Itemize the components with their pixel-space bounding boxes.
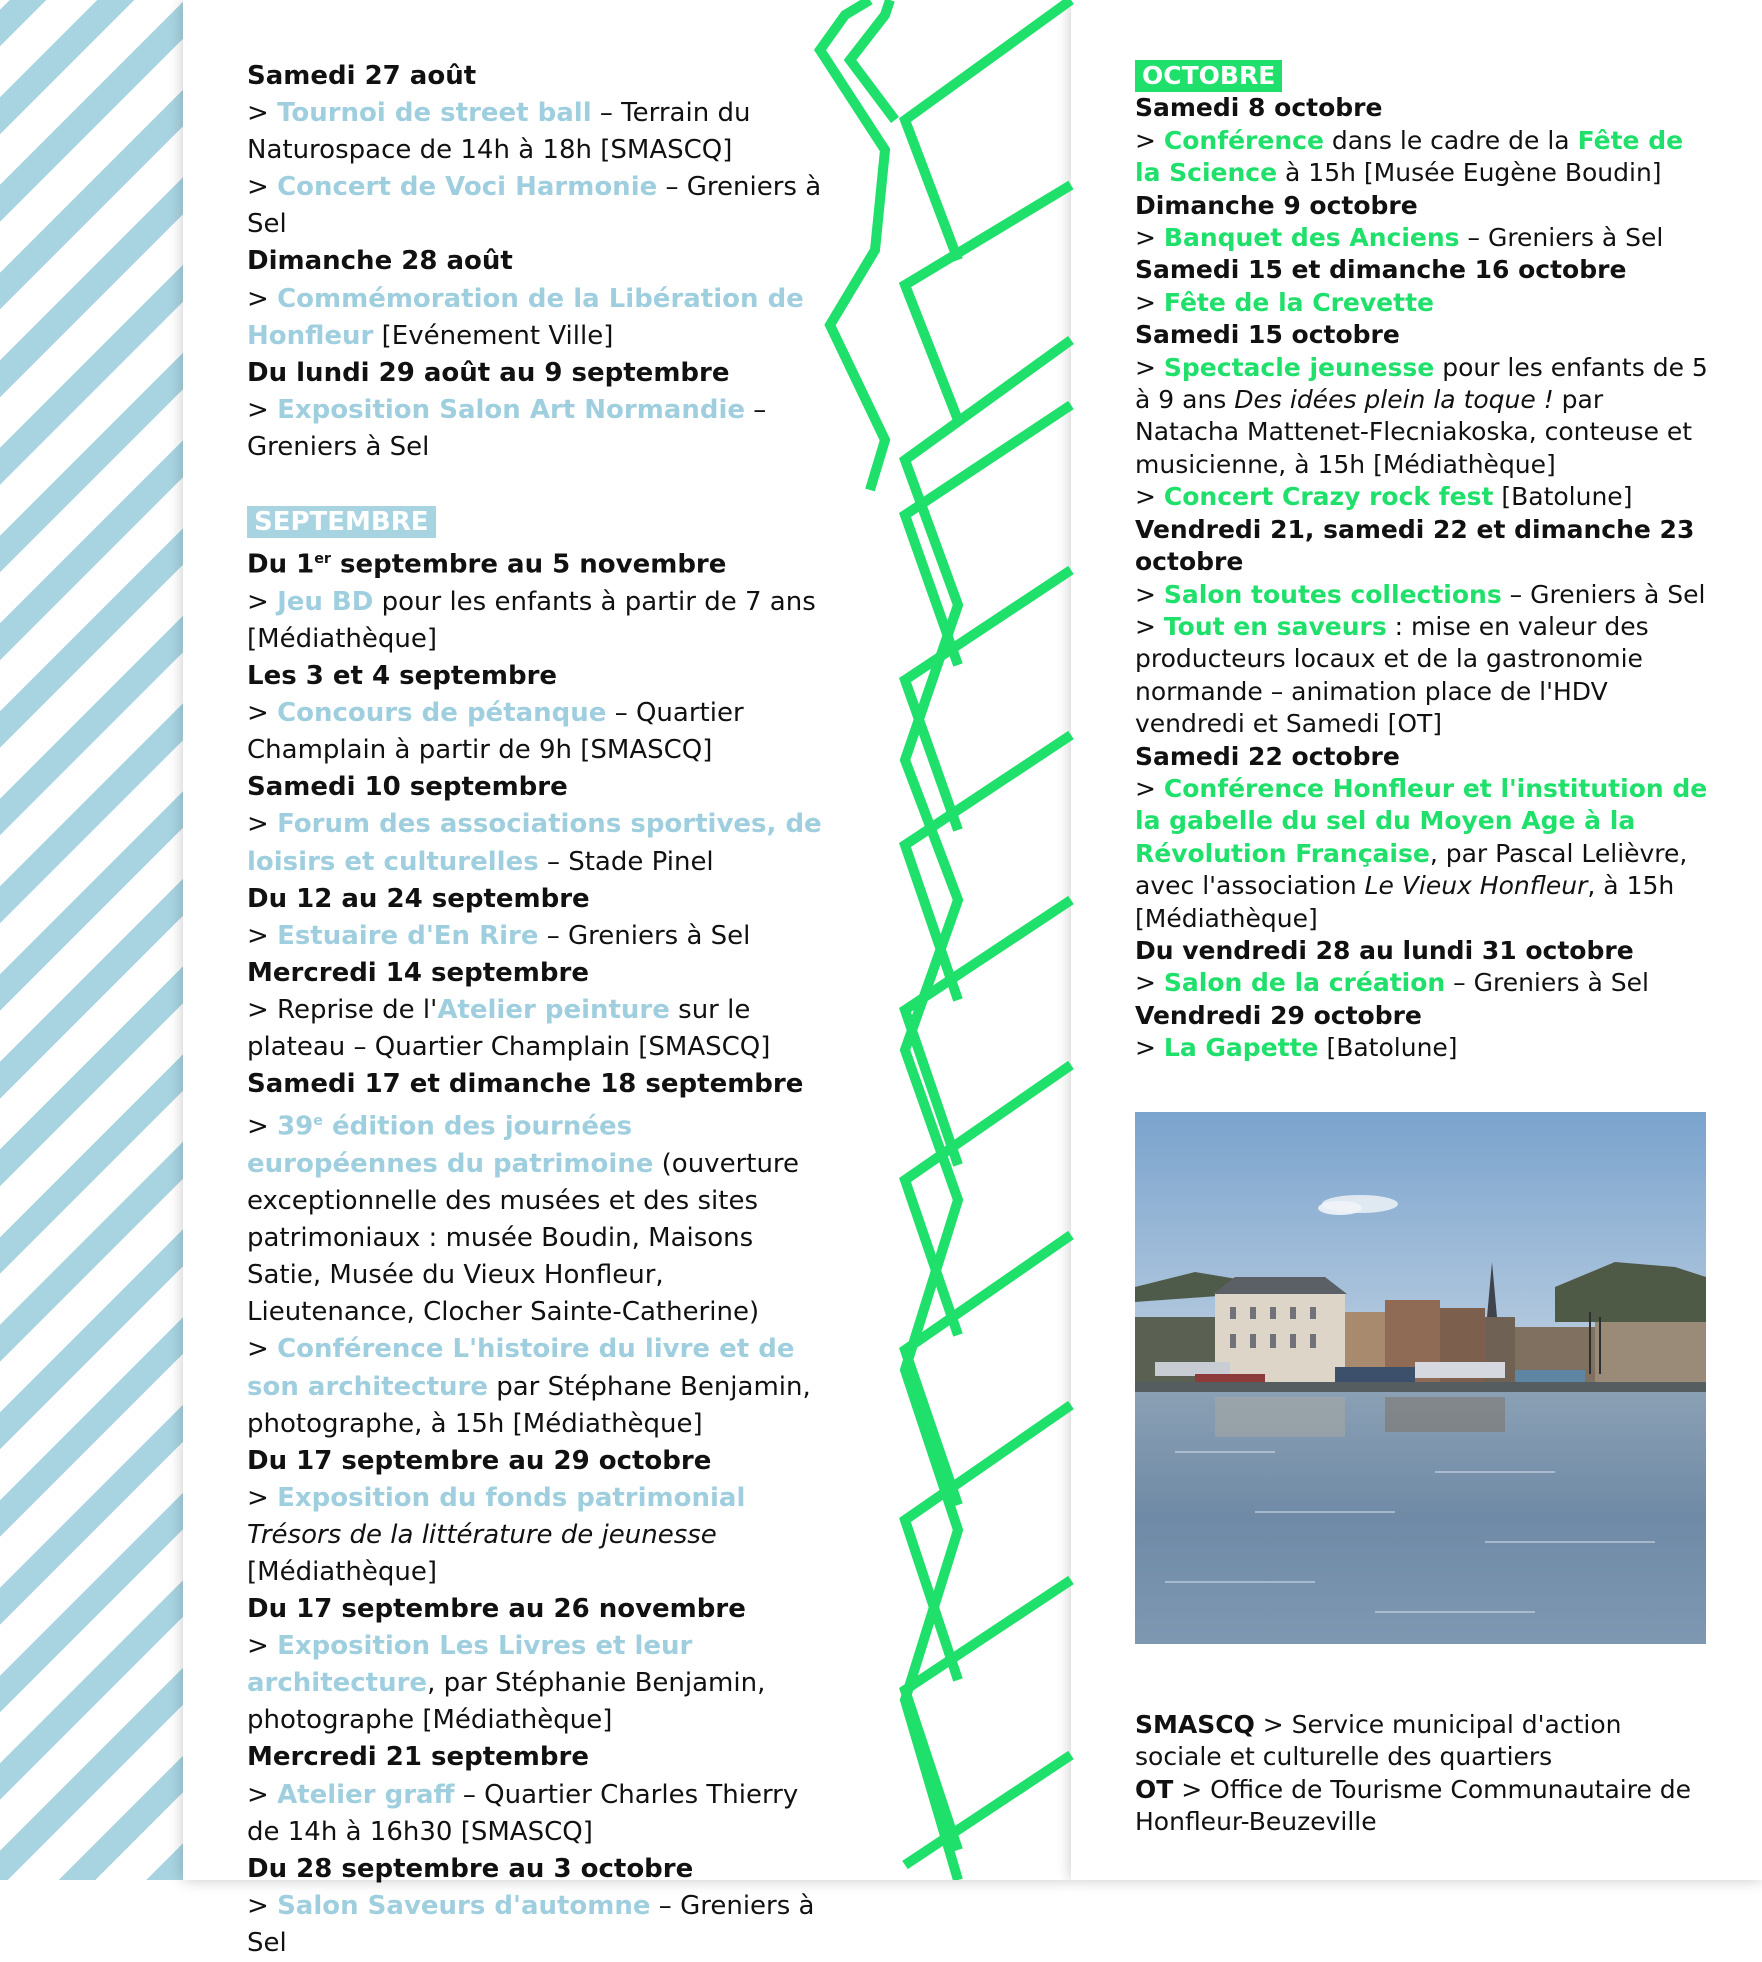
event-entry bbox=[247, 1777, 827, 1851]
event-text: [Batolune] bbox=[1318, 1033, 1458, 1063]
event-title: Tournoi de street ball bbox=[277, 98, 592, 129]
event-text: > bbox=[1135, 579, 1164, 609]
event-date: Samedi 15 octobre bbox=[1135, 320, 1400, 350]
event-date: Dimanche 28 août bbox=[247, 246, 513, 277]
event-entry bbox=[247, 169, 827, 243]
event-text: > bbox=[247, 1334, 278, 1365]
event-entry bbox=[247, 992, 827, 1066]
event-title: Commémoration de la Libération de Honfleur bbox=[247, 283, 804, 351]
event-text: > bbox=[247, 1631, 278, 1662]
event-entry bbox=[247, 1331, 827, 1442]
event-date bbox=[247, 541, 827, 584]
event-title: Exposition Les Livres et leur architecture bbox=[247, 1631, 693, 1699]
august-events bbox=[247, 58, 827, 466]
event-date: Samedi 22 octobre bbox=[1135, 741, 1400, 771]
event-title: 39 bbox=[277, 1111, 314, 1142]
event-entry bbox=[247, 918, 827, 955]
abbreviations-legend bbox=[1135, 1709, 1715, 1839]
event-entry bbox=[1135, 352, 1715, 482]
event-text: > bbox=[247, 172, 278, 203]
event-text: , par Stéphanie Benjamin, photographe [Médiathèque] bbox=[247, 1668, 766, 1736]
event-text: – Greniers à Sel bbox=[247, 394, 767, 462]
event-title: Banquet des Anciens bbox=[1163, 223, 1460, 253]
event-text: Trésors de la littérature de jeunesse bbox=[247, 1519, 717, 1550]
event-title: Tout en saveurs bbox=[1163, 611, 1387, 641]
event-title: Exposition du fonds patrimonial bbox=[277, 1482, 746, 1513]
event-text: [Médiathèque] bbox=[247, 1556, 438, 1587]
abbreviation: OT bbox=[1135, 1774, 1174, 1804]
event-text: > bbox=[247, 1482, 278, 1513]
event-text: sur le plateau – Quartier Champlain [SMASCQ] bbox=[247, 994, 771, 1062]
event-text: pour les enfants à partir de 7 ans [Médiathèque] bbox=[247, 586, 816, 654]
event-title: Atelier graff bbox=[277, 1779, 455, 1810]
event-title: Estuaire d'En Rire bbox=[277, 920, 539, 951]
event-text: par Natacha Mattenet-Flecniakoska, conteuse et musicienne, à 15h [Médiathèque] bbox=[1135, 385, 1693, 479]
event-date: Samedi 27 août bbox=[247, 61, 477, 91]
event-title: La Gapette bbox=[1163, 1033, 1319, 1063]
event-entry bbox=[1135, 481, 1715, 513]
event-date: Mercredi 14 septembre bbox=[247, 957, 589, 988]
event-entry bbox=[247, 392, 827, 466]
event-text: > bbox=[247, 98, 278, 129]
event-title: Salon toutes collections bbox=[1163, 579, 1502, 609]
event-text: > bbox=[1135, 287, 1164, 317]
event-text: (ouverture exceptionnelle des musées et des sites patrimoniaux : musée Boudin, Maisons Satie, Musée du Vieux Honfleur, Lieutenance, Clocher Sainte-Catherine) bbox=[247, 1148, 800, 1328]
event-text: [Batolune] bbox=[1493, 482, 1633, 512]
event-entry bbox=[247, 281, 827, 355]
event-entry bbox=[1135, 611, 1715, 741]
month-heading-september: SEPTEMBRE bbox=[247, 506, 436, 538]
event-title: Exposition Salon Art Normandie bbox=[277, 394, 745, 425]
event-text: Le Vieux Honfleur bbox=[1364, 871, 1588, 901]
september-events bbox=[247, 541, 827, 1962]
honfleur-harbour-photo bbox=[1135, 1112, 1706, 1644]
event-text: > bbox=[247, 809, 278, 840]
event-entry bbox=[1135, 1032, 1715, 1064]
event-date: Samedi 8 octobre bbox=[1135, 93, 1383, 123]
event-date: Du 17 septembre au 29 octobre bbox=[247, 1445, 712, 1476]
event-text: Des idées plein la toque ! bbox=[1234, 385, 1554, 415]
event-title: Concours de pétanque bbox=[277, 698, 607, 729]
event-entry bbox=[1135, 222, 1715, 254]
event-entry bbox=[1135, 125, 1715, 190]
event-entry bbox=[247, 584, 827, 658]
zigzag-line bbox=[905, 185, 1071, 420]
event-title: Spectacle jeunesse bbox=[1163, 352, 1435, 382]
event-text: – Greniers à Sel bbox=[1445, 968, 1649, 998]
event-date: Samedi 17 et dimanche 18 septembre bbox=[247, 1069, 804, 1100]
event-title: Forum des associations sportives, de loisirs et culturelles bbox=[247, 809, 822, 877]
event-text: – Terrain du Naturospace de 14h à 18h [SMASCQ] bbox=[247, 98, 751, 166]
event-title: Fête de la Science bbox=[1135, 125, 1684, 188]
event-text: > bbox=[247, 920, 278, 951]
event-text: – Greniers à Sel bbox=[247, 172, 822, 240]
zigzag-line bbox=[905, 0, 1071, 260]
event-title: e bbox=[313, 1113, 323, 1130]
event-text: > bbox=[1135, 352, 1164, 382]
event-text: – Greniers à Sel bbox=[538, 920, 751, 951]
month-heading-october: OCTOBRE bbox=[1135, 60, 1282, 92]
event-text: > bbox=[1135, 773, 1164, 803]
event-date: Mercredi 21 septembre bbox=[247, 1742, 589, 1773]
event-title: Conférence bbox=[1163, 125, 1324, 155]
event-title: Conférence L'histoire du livre et de son architecture bbox=[247, 1334, 795, 1402]
event-text: – Stade Pinel bbox=[538, 846, 714, 877]
event-title: Atelier peinture bbox=[437, 994, 670, 1025]
event-text: – Quartier Charles Thierry de 14h à 16h30 [SMASCQ] bbox=[247, 1779, 799, 1847]
event-text: > bbox=[247, 283, 278, 314]
event-entry bbox=[247, 1480, 827, 1591]
event-text: > bbox=[247, 698, 278, 729]
event-entry bbox=[247, 1628, 827, 1739]
event-text: par Stéphane Benjamin, photographe, à 15h [Médiathèque] bbox=[247, 1371, 811, 1439]
october-events bbox=[1135, 92, 1715, 1064]
zigzag-line bbox=[820, 0, 885, 490]
event-date: Dimanche 9 octobre bbox=[1135, 190, 1418, 220]
event-text: > bbox=[1135, 968, 1164, 998]
event-date: Du 17 septembre au 26 novembre bbox=[247, 1594, 746, 1625]
event-text: – Greniers à Sel bbox=[1501, 579, 1706, 609]
event-title: Salon Saveurs d'automne bbox=[277, 1890, 651, 1921]
event-text: [Evénement Ville] bbox=[373, 320, 614, 351]
event-date-part: er bbox=[314, 551, 331, 568]
abbreviation-item bbox=[1135, 1709, 1715, 1774]
event-entry bbox=[1135, 579, 1715, 611]
event-title: Fête de la Crevette bbox=[1163, 287, 1434, 317]
event-date-part: septembre au 5 novembre bbox=[330, 549, 727, 580]
abbreviation-definition: > Service municipal d'action sociale et culturelle des quartiers bbox=[1135, 1710, 1622, 1772]
abbreviation: SMASCQ bbox=[1135, 1710, 1255, 1739]
event-date: Du vendredi 28 au lundi 31 octobre bbox=[1135, 935, 1634, 965]
event-text: – Greniers à Sel bbox=[247, 1890, 815, 1958]
event-entry bbox=[247, 1888, 827, 1962]
event-entry bbox=[247, 695, 827, 769]
event-text: > bbox=[1135, 223, 1164, 253]
event-text: > bbox=[1135, 611, 1164, 641]
event-text: > bbox=[247, 394, 278, 425]
event-text: > bbox=[1135, 482, 1164, 512]
event-text: – Quartier Champlain à partir de 9h [SMASCQ] bbox=[247, 698, 744, 766]
event-title: Salon de la création bbox=[1163, 968, 1446, 998]
event-date: Vendredi 29 octobre bbox=[1135, 1000, 1422, 1030]
agenda-column-right bbox=[1135, 60, 1715, 1065]
event-date: Samedi 10 septembre bbox=[247, 772, 568, 803]
event-title: édition des journées européennes du patrimoine bbox=[247, 1111, 654, 1179]
event-text: > bbox=[247, 1890, 278, 1921]
event-text: : mise en valeur des producteurs locaux et de la gastronomie normande – animation place de l'HDV vendredi et Samedi [OT] bbox=[1135, 611, 1649, 739]
abbreviation-item bbox=[1135, 1774, 1715, 1839]
event-date: Vendredi 21, samedi 22 et dimanche 23 octobre bbox=[1135, 514, 1695, 577]
event-text: > bbox=[247, 1779, 278, 1810]
event-text: > bbox=[1135, 125, 1164, 155]
event-text: > bbox=[247, 1111, 278, 1142]
event-text: – Greniers à Sel bbox=[1459, 223, 1664, 253]
event-text: à 15h [Musée Eugène Boudin] bbox=[1277, 158, 1662, 188]
agenda-column-left bbox=[247, 58, 827, 1962]
event-date: Samedi 15 et dimanche 16 octobre bbox=[1135, 255, 1627, 285]
event-title: Conférence Honfleur et l'institution de la gabelle du sel du Moyen Age à la Révolution Française bbox=[1135, 773, 1708, 868]
event-title: Concert de Voci Harmonie bbox=[277, 172, 658, 203]
event-entry bbox=[1135, 967, 1715, 999]
event-date: Du lundi 29 août au 9 septembre bbox=[247, 357, 730, 388]
event-date: Du 12 au 24 septembre bbox=[247, 883, 590, 914]
event-date: Du 28 septembre au 3 octobre bbox=[247, 1853, 694, 1884]
event-text: dans le cadre de la bbox=[1323, 125, 1578, 155]
abbreviation-definition: > Office de Tourisme Communautaire de Honfleur-Beuzeville bbox=[1135, 1774, 1692, 1837]
event-entry bbox=[247, 95, 827, 169]
event-text: , à 15h [Médiathèque] bbox=[1135, 871, 1675, 933]
event-text: , par Pascal Lelièvre, avec l'association bbox=[1135, 838, 1688, 901]
event-text: > Reprise de l' bbox=[247, 994, 438, 1025]
event-entry bbox=[1135, 287, 1715, 319]
event-title: Jeu BD bbox=[277, 586, 374, 617]
event-text: pour les enfants de 5 à 9 ans bbox=[1135, 352, 1708, 415]
event-text: > bbox=[247, 586, 278, 617]
event-entry bbox=[1135, 773, 1715, 935]
event-date-part: Du 1 bbox=[247, 549, 315, 580]
event-text: > bbox=[1135, 1033, 1164, 1063]
event-date: Les 3 et 4 septembre bbox=[247, 661, 558, 692]
event-title: Concert Crazy rock fest bbox=[1163, 482, 1494, 512]
event-entry bbox=[247, 1103, 827, 1331]
event-entry bbox=[247, 806, 827, 880]
